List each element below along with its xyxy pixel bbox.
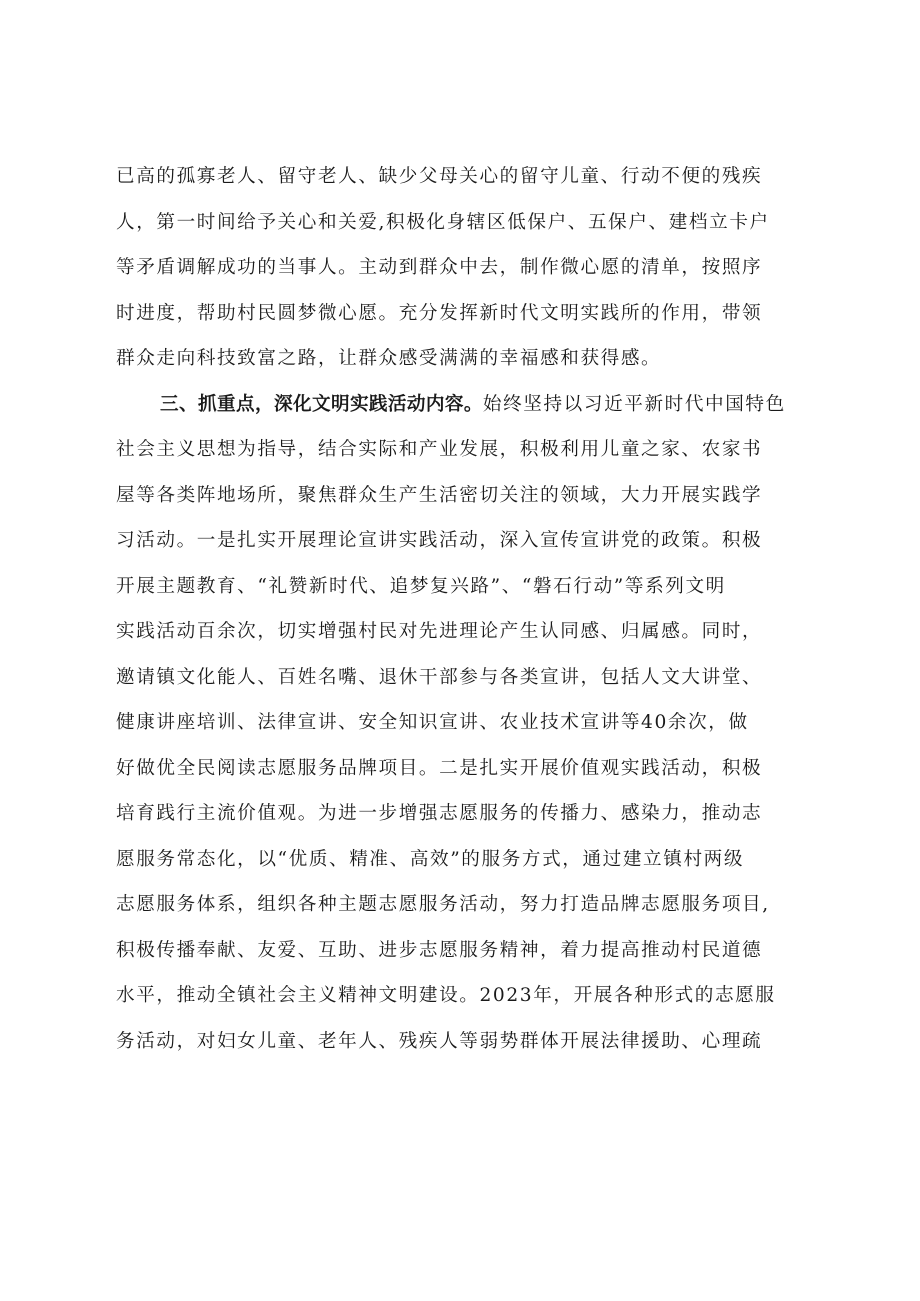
- text-line: 务活动，对妇女儿童、老年人、残疾人等弱势群体开展法律援助、心理疏: [116, 1030, 763, 1052]
- section-heading: 三、抓重点，深化文明实践活动内容。: [160, 393, 483, 415]
- text-line: 时进度，帮助村民圆梦微心愿。充分发挥新时代文明实践所的作用，带领: [116, 302, 763, 324]
- text-line: 愿服务常态化，以“优质、精准、高效”的服务方式，通过建立镇村两级: [116, 848, 745, 870]
- text-line: 实践活动百余次，切实增强村民对先进理论产生认同感、归属感。同时，: [116, 621, 763, 642]
- text-line: 等矛盾调解成功的当事人。主动到群众中去，制作微心愿的清单，按照序: [116, 257, 763, 278]
- text-line: 志愿服务体系，组织各种主题志愿服务活动，努力打造品牌志愿服务项目,: [116, 894, 770, 915]
- paragraph-2-first-line: [116, 386, 822, 432]
- text-line: 积极传播奉献、友爱、互助、进步志愿服务精神，着力提高推动村民道德: [116, 939, 763, 961]
- text-line: 屋等各类阵地场所，聚焦群众生产生活密切关注的领域，大力开展实践学: [116, 484, 763, 506]
- text-line: 培育践行主流价值观。为进一步增强志愿服务的传播力、感染力，推动志: [116, 803, 763, 824]
- text-line: 健康讲座培训、法律宣讲、安全知识宣讲、农业技术宣讲等40余次，做: [116, 712, 749, 733]
- text-line: 社会主义思想为指导，结合实际和产业发展，积极利用儿童之家、农家书: [116, 439, 763, 460]
- text-line: 邀请镇文化能人、百姓名嘴、退休干部参与各类宣讲，包括人文大讲堂、: [116, 666, 763, 688]
- paragraph-1: [116, 158, 822, 386]
- text-line: 开展主题教育、“礼赞新时代、追梦复兴路”、“磐石行动”等系列文明: [116, 575, 726, 597]
- text-line: 水平，推动全镇社会主义精神文明建设。2023年，开展各种形式的志愿服: [116, 985, 776, 1006]
- section-heading-continuation: 始终坚持以习近平新时代中国特色: [482, 393, 786, 415]
- text-line: 已高的孤寡老人、留守老人、缺少父母关心的留守儿童、行动不便的残疾: [116, 166, 763, 187]
- text-line: 好做优全民阅读志愿服务品牌项目。二是扎实开展价值观实践活动，积极: [116, 757, 763, 779]
- document-body: [116, 158, 822, 1068]
- text-line: 群众走向科技致富之路，让群众感受满满的幸福感和获得感。: [116, 348, 662, 369]
- text-line: 人，第一时间给予关心和关爱,积极化身辖区低保户、五保户、建档立卡户: [116, 211, 770, 233]
- text-line: 习活动。一是扎实开展理论宣讲实践活动，深入宣传宣讲党的政策。积极: [116, 530, 763, 551]
- paragraph-2: [116, 386, 822, 1069]
